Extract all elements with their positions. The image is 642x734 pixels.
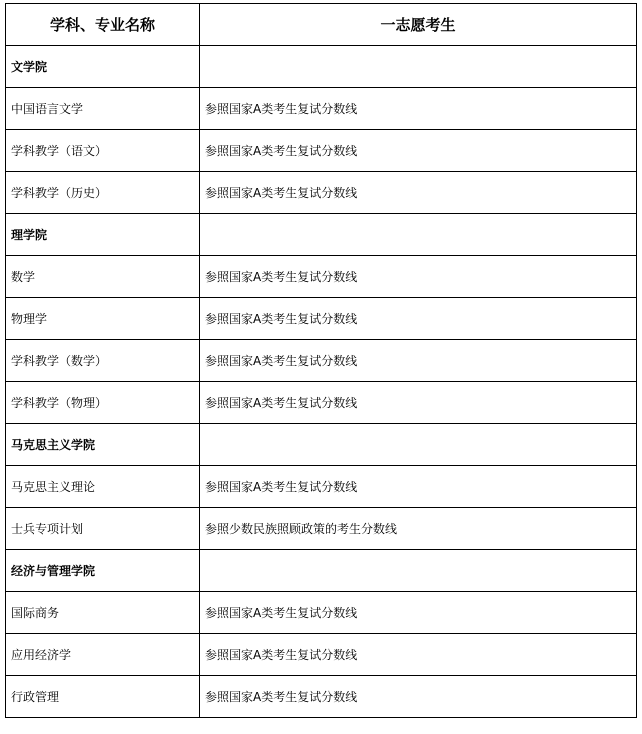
requirement-cell: 参照少数民族照顾政策的考生分数线 <box>200 508 637 550</box>
major-name: 应用经济学 <box>6 634 200 676</box>
table-row-college <box>6 46 637 88</box>
table-row <box>6 676 637 718</box>
requirement-cell: 参照国家A类考生复试分数线 <box>200 172 637 214</box>
table-row <box>6 340 637 382</box>
requirement-cell: 参照国家A类考生复试分数线 <box>200 88 637 130</box>
college-name: 经济与管理学院 <box>6 550 200 592</box>
table-row <box>6 130 637 172</box>
major-name: 行政管理 <box>6 676 200 718</box>
table-row-college <box>6 214 637 256</box>
college-name: 文学院 <box>6 46 200 88</box>
table-header-row <box>6 4 637 46</box>
major-name: 马克思主义理论 <box>6 466 200 508</box>
major-name: 国际商务 <box>6 592 200 634</box>
requirement-cell <box>200 550 637 592</box>
header-subject-name: 学科、专业名称 <box>6 4 200 46</box>
table-row <box>6 298 637 340</box>
table-row <box>6 592 637 634</box>
table-row-college <box>6 424 637 466</box>
requirement-cell: 参照国家A类考生复试分数线 <box>200 466 637 508</box>
table-row <box>6 172 637 214</box>
table-row <box>6 508 637 550</box>
major-name: 学科教学（数学） <box>6 340 200 382</box>
major-name: 学科教学（语文） <box>6 130 200 172</box>
requirement-cell: 参照国家A类考生复试分数线 <box>200 676 637 718</box>
major-name: 学科教学（历史） <box>6 172 200 214</box>
table-row <box>6 634 637 676</box>
requirement-cell <box>200 424 637 466</box>
header-first-choice: 一志愿考生 <box>200 4 637 46</box>
table-row-college <box>6 550 637 592</box>
table-row <box>6 466 637 508</box>
requirement-cell: 参照国家A类考生复试分数线 <box>200 298 637 340</box>
major-name: 学科教学（物理） <box>6 382 200 424</box>
requirement-cell: 参照国家A类考生复试分数线 <box>200 382 637 424</box>
table-row <box>6 256 637 298</box>
requirement-cell <box>200 46 637 88</box>
requirement-cell: 参照国家A类考生复试分数线 <box>200 340 637 382</box>
table-body <box>6 46 637 718</box>
college-name: 马克思主义学院 <box>6 424 200 466</box>
requirement-cell <box>200 214 637 256</box>
score-line-table <box>5 3 637 718</box>
requirement-cell: 参照国家A类考生复试分数线 <box>200 130 637 172</box>
major-name: 数学 <box>6 256 200 298</box>
college-name: 理学院 <box>6 214 200 256</box>
major-name: 中国语言文学 <box>6 88 200 130</box>
major-name: 物理学 <box>6 298 200 340</box>
requirement-cell: 参照国家A类考生复试分数线 <box>200 256 637 298</box>
requirement-cell: 参照国家A类考生复试分数线 <box>200 634 637 676</box>
requirement-cell: 参照国家A类考生复试分数线 <box>200 592 637 634</box>
table-row <box>6 382 637 424</box>
table-row <box>6 88 637 130</box>
major-name: 士兵专项计划 <box>6 508 200 550</box>
